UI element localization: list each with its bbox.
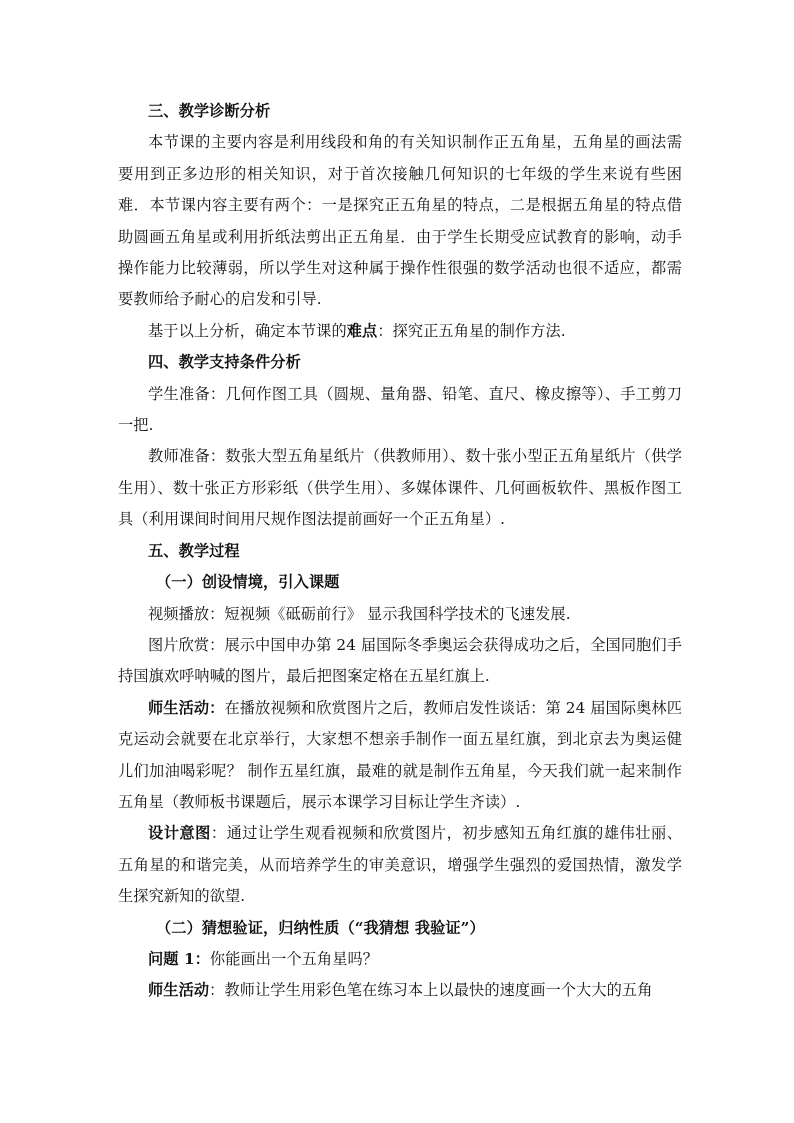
- section-heading-3: 三、教学诊断分析: [148, 102, 271, 120]
- paragraph-design-intent: 设计意图：通过让学生观看视频和欣赏图片，初步感知五角红旗的雄伟壮丽、五角星的和谐完美，从而培养学生的审美意识，增强学生强烈的爱国热情，激发学生探究新知的欲望.: [118, 824, 682, 906]
- paragraph-activity-1: 师生活动：在播放视频和欣赏图片之后，教师启发性谈话：第 24 届国际奥林匹克运动会就要在北京举行，大家想不想亲手制作一面五星红旗，到北京去为奥运健儿们加油喝彩呢？ 制作五星红旗，最难的就是制作五角星，今天我们就一起来制作五角星（教师板书课题后，展示本课学习目标让学生齐读）.: [118, 698, 683, 811]
- paragraph-teacher-prep: 教师准备：数张大型五角星纸片（供教师用）、数十张小型正五角星纸片（供学生用）、数十张正方形彩纸（供学生用）、多媒体课件、几何画板软件、黑板作图工具（利用课间时间用尺规作图法提前画好一个正五角星）.: [118, 447, 682, 529]
- paragraph-difficulty: 基于以上分析，确定本节课的难点：探究正五角星的制作方法.: [148, 321, 566, 340]
- paragraph-pictures: 图片欣赏：展示中国申办第 24 届国际冬季奥运会获得成功之后，全国同胞们手持国旗欢呼呐喊的图片，最后把图案定格在五星红旗上.: [118, 635, 682, 686]
- paragraph-student-prep: 学生准备：几何作图工具（圆规、量角器、铅笔、直尺、橡皮擦等）、手工剪刀一把.: [118, 384, 682, 435]
- activity-label-2: 师生活动: [148, 981, 210, 1000]
- question-label: 问题 1：: [148, 949, 210, 968]
- section-heading-4: 四、教学支持条件分析: [148, 353, 301, 372]
- paragraph-question-1: 问题 1：你能画出一个五角星吗？: [148, 949, 379, 968]
- paragraph-video: 视频播放：短视频《砥砺前行》 显示我国科学技术的飞速发展.: [148, 604, 571, 623]
- difficulty-label: 难点: [346, 321, 378, 340]
- subheading-2: （二）猜想验证，归纳性质（“我猜想 我验证”）: [156, 918, 485, 937]
- subheading-1: （一）创设情境，引入课题: [156, 573, 340, 592]
- section-heading-5: 五、教学过程: [148, 541, 240, 560]
- activity-label: 师生活动：: [148, 698, 225, 717]
- paragraph-diagnosis: 本节课的主要内容是利用线段和角的有关知识制作正五角星，五角星的画法需要用到正多边形的相关知识，对于首次接触几何知识的七年级的学生来说有些困难．本节课内容主要有两个：一是探究正五角星的特点，二是根据五角星的特点借助圆画五角星或利用折纸法剪出正五角星．由于学生长期受应试教育的影响，动手操作能力比较薄弱，所以学生对这种属于操作性很强的数学活动也很不适应，都需要教师给予耐心的启发和引导.: [118, 133, 682, 309]
- design-intent-label: 设计意图: [148, 824, 211, 843]
- paragraph-activity-2: 师生活动：教师让学生用彩色笔在练习本上以最快的速度画一个大大的五角: [148, 981, 653, 1000]
